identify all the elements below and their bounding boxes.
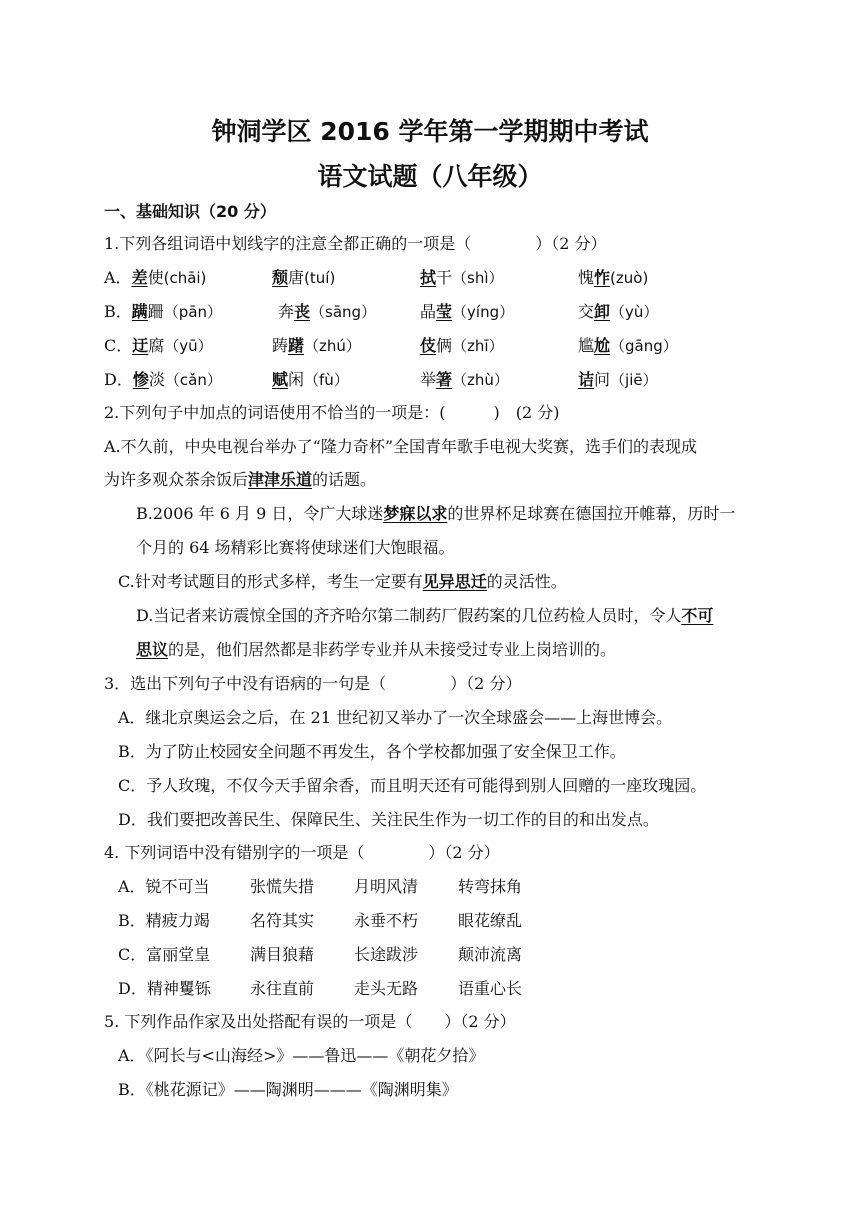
pinyin: （gāng） bbox=[610, 337, 678, 355]
q4-option-C-word-3: 长途跋涉 bbox=[354, 945, 419, 964]
underlined-char: 赋 bbox=[272, 370, 289, 389]
question-3-option-d: D．我们要把改善民生、保障民生、关注民生作为一切工作的目的和出发点。 bbox=[118, 810, 659, 829]
question-5-option-a: A．《阿长与<山海经>》——鲁迅——《朝花夕拾》 bbox=[118, 1046, 485, 1065]
underlined-term: 见异思迁 bbox=[422, 572, 487, 591]
q1-option-C-word-3: 伎俩（zhī） bbox=[420, 336, 504, 355]
question-5-stem: 5. 下列作品作家及出处搭配有误的一项是（ ）（2 分） bbox=[104, 1012, 516, 1031]
question-3-option-c: C．予人玫瑰，不仅今天手留余香，而且明天还有可能得到别人回赠的一座玫瑰园。 bbox=[118, 776, 707, 795]
question-3-stem: 3．选出下列句子中没有语病的一句是（ ）（2 分） bbox=[104, 674, 522, 693]
pinyin: (zuò) bbox=[610, 269, 649, 287]
pinyin: （yū） bbox=[164, 337, 213, 355]
q1-option-D-word-1: D．惨淡（cǎn） bbox=[104, 370, 222, 389]
underlined-char: 丧 bbox=[294, 302, 311, 321]
underlined-char: 诘 bbox=[578, 370, 595, 389]
q4-option-D-word-2: 永往直前 bbox=[250, 979, 315, 998]
pinyin: （cǎn） bbox=[164, 371, 222, 389]
question-2-option-d-line1: D.当记者来访震惊全国的齐齐哈尔第二制药厂假药案的几位药检人员时，令人不可 bbox=[136, 606, 714, 625]
question-3-option-a: A．继北京奥运会之后，在 21 世纪初又举办了一次全球盛会——上海世博会。 bbox=[118, 708, 673, 727]
underlined-char: 箸 bbox=[436, 370, 453, 389]
underlined-char: 伎 bbox=[420, 336, 437, 355]
underlined-char: 卸 bbox=[594, 302, 611, 321]
question-2-option-d-line2: 思议的是，他们居然都是非药学专业并从未接受过专业上岗培训的。 bbox=[136, 640, 617, 659]
q4-option-D-word-3: 走头无路 bbox=[354, 979, 419, 998]
q1-option-C-word-1: C．迂腐（yū） bbox=[104, 336, 213, 355]
question-3-option-b: B．为了防止校园安全问题不再发生，各个学校都加强了安全保卫工作。 bbox=[118, 742, 626, 761]
question-2-option-b-line1: B.2006 年 6 月 9 日，令广大球迷梦寐以求的世界杯足球赛在德国拉开帷幕，历时一 bbox=[136, 504, 736, 523]
pinyin: （sāng） bbox=[310, 303, 377, 321]
underlined-term: 思议 bbox=[136, 640, 169, 659]
underlined-char: 怍 bbox=[594, 268, 611, 287]
pinyin: （zhù） bbox=[452, 371, 509, 389]
underlined-term: 不可 bbox=[681, 606, 714, 625]
pinyin: （yù） bbox=[610, 303, 659, 321]
pinyin: (chāi) bbox=[163, 269, 207, 287]
underlined-char: 莹 bbox=[436, 302, 453, 321]
underlined-char: 惨 bbox=[132, 370, 149, 389]
q1-option-D-word-2: 赋闲（fù） bbox=[272, 370, 349, 389]
q1-option-A-word-1: A．差使(chāi) bbox=[104, 268, 207, 287]
q1-option-A-word-3: 拭干（shì） bbox=[420, 268, 504, 287]
q4-option-D-word-4: 语重心长 bbox=[458, 979, 523, 998]
question-1-stem: 1.下列各组词语中划线字的注意全都正确的一项是（ ）（2 分） bbox=[104, 234, 607, 253]
pinyin: (tuí) bbox=[304, 269, 336, 287]
underlined-char: 拭 bbox=[420, 268, 437, 287]
underlined-char: 躇 bbox=[288, 336, 305, 355]
pinyin: （zhú） bbox=[304, 337, 361, 355]
pinyin: （fù） bbox=[304, 371, 349, 389]
q4-option-A-word-4: 转弯抹角 bbox=[458, 877, 523, 896]
q1-option-C-word-4: 尴尬（gāng） bbox=[578, 336, 678, 355]
pinyin: （zhī） bbox=[452, 337, 504, 355]
pinyin: （jiē） bbox=[610, 371, 658, 389]
q4-option-C-word-4: 颠沛流离 bbox=[458, 945, 523, 964]
pinyin: （pān） bbox=[163, 303, 223, 321]
q1-option-A-word-2: 颓唐(tuí) bbox=[272, 268, 336, 287]
question-2-option-a-line2: 为许多观众茶余饭后津津乐道的话题。 bbox=[104, 470, 377, 489]
question-5-option-b: B．《桃花源记》——陶渊明———《陶渊明集》 bbox=[118, 1080, 458, 1099]
question-4-stem: 4. 下列词语中没有错别字的一项是（ ）（2 分） bbox=[104, 843, 500, 862]
underlined-char: 尬 bbox=[594, 336, 611, 355]
question-2-option-a-line1: A.不久前，中央电视台举办了“隆力奇杯”全国青年歌手电视大奖赛，选手们的表现成 bbox=[104, 437, 698, 456]
q1-option-B-word-3: 晶莹（yíng） bbox=[420, 302, 515, 321]
exam-subtitle: 语文试题（八年级） bbox=[317, 162, 543, 191]
underlined-char: 颓 bbox=[272, 268, 289, 287]
pinyin: （shì） bbox=[452, 269, 504, 287]
underlined-term: 梦寐以求 bbox=[383, 504, 448, 523]
underlined-char: 迂 bbox=[132, 336, 149, 355]
section-heading: 一、基础知识（20 分） bbox=[104, 202, 276, 221]
q4-option-A-word-2: 张慌失措 bbox=[250, 877, 315, 896]
q4-option-B-word-2: 名符其实 bbox=[250, 911, 315, 930]
q1-option-A-word-4: 愧怍(zuò) bbox=[578, 268, 649, 287]
q4-option-C-word-2: 满目狼藉 bbox=[250, 945, 315, 964]
question-2-option-c: C.针对考试题目的形式多样，考生一定要有见异思迁的灵活性。 bbox=[118, 572, 567, 591]
underlined-char: 差 bbox=[131, 268, 148, 287]
question-2-option-b-line2: 个月的 64 场精彩比赛将使球迷们大饱眼福。 bbox=[136, 538, 455, 557]
q4-option-A-word-3: 月明风清 bbox=[354, 877, 419, 896]
underlined-term: 津津乐道 bbox=[248, 470, 313, 489]
pinyin: （yíng） bbox=[452, 303, 515, 321]
q1-option-B-word-4: 交卸（yù） bbox=[578, 302, 659, 321]
question-2-stem: 2.下列句子中加点的词语使用不恰当的一项是：( ) (2 分) bbox=[104, 403, 560, 422]
q4-option-A-word-1: A．锐不可当 bbox=[118, 877, 210, 896]
q1-option-B-word-2: 奔丧（sāng） bbox=[278, 302, 377, 321]
q1-option-B-word-1: B．蹒跚（pān） bbox=[104, 302, 223, 321]
q4-option-B-word-3: 永垂不朽 bbox=[354, 911, 419, 930]
exam-title: 钟洞学区 2016 学年第一学期期中考试 bbox=[211, 117, 649, 146]
underlined-char: 蹒 bbox=[131, 302, 148, 321]
q4-option-B-word-4: 眼花缭乱 bbox=[458, 911, 523, 930]
q4-option-B-word-1: B．精疲力竭 bbox=[118, 911, 210, 930]
q1-option-D-word-3: 举箸（zhù） bbox=[420, 370, 509, 389]
q4-option-C-word-1: C．富丽堂皇 bbox=[118, 945, 211, 964]
q1-option-D-word-4: 诘问（jiē） bbox=[578, 370, 658, 389]
q4-option-D-word-1: D．精神矍铄 bbox=[118, 979, 211, 998]
q1-option-C-word-2: 踌躇（zhú） bbox=[272, 336, 361, 355]
